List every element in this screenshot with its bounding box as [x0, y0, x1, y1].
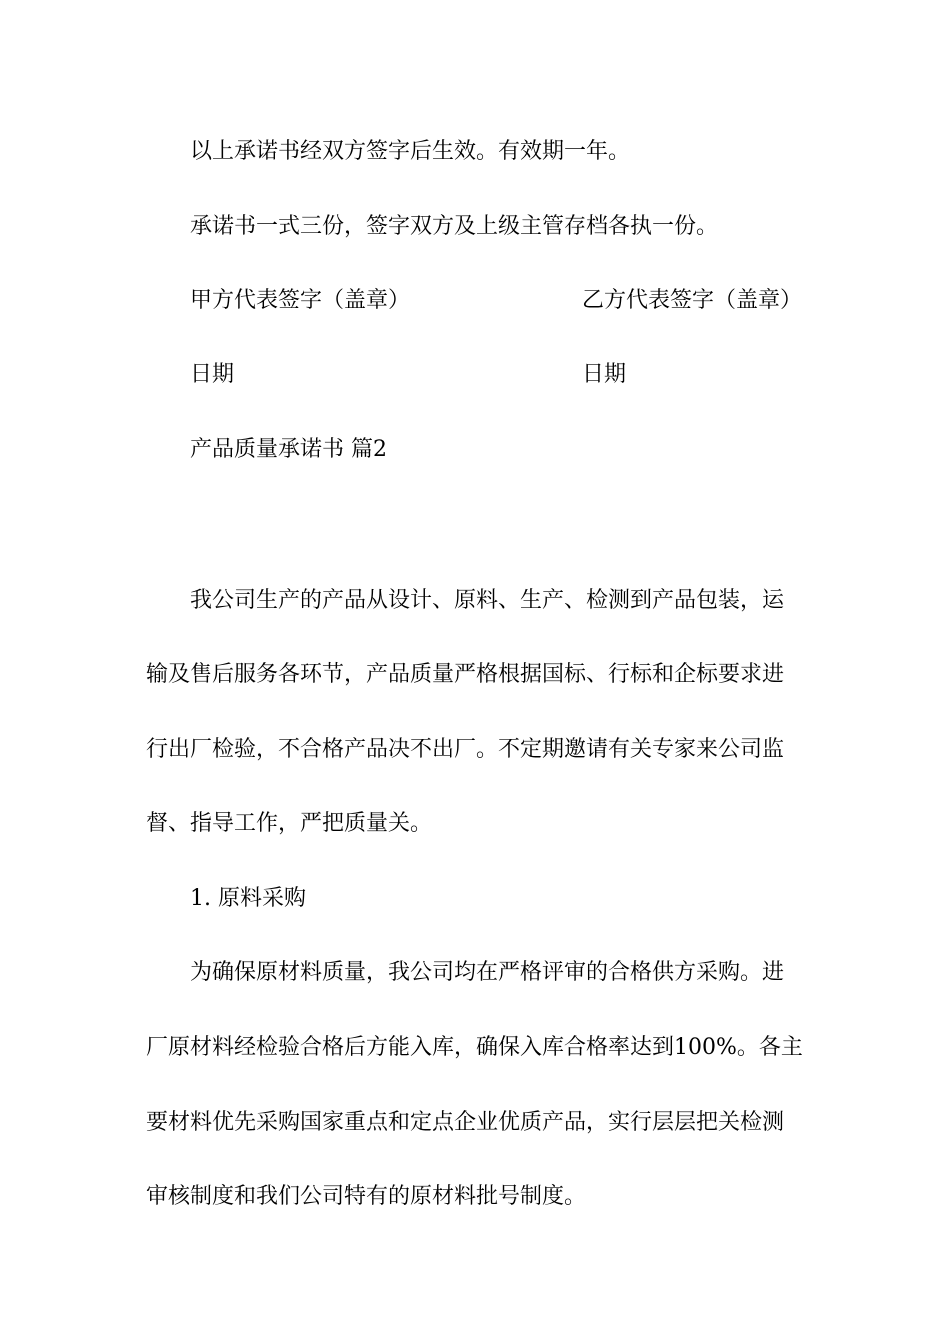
- intro-line: 输及售后服务各环节，产品质量严格根据国标、行标和企标要求进: [146, 662, 785, 687]
- party-a-date-label: 日期: [190, 362, 235, 387]
- copies-clause: 承诺书一式三份，签字双方及上级主管存档各执一份。: [190, 214, 719, 239]
- effective-clause: 以上承诺书经双方签字后生效。有效期一年。: [190, 139, 631, 164]
- item-body-line: 为确保原材料质量，我公司均在严格评审的合格供方采购。进: [190, 960, 785, 985]
- intro-line: 行出厂检验，不合格产品决不出厂。不定期邀请有关专家来公司监: [146, 737, 785, 762]
- item-body-line: 要材料优先采购国家重点和定点企业优质产品，实行层层把关检测: [146, 1110, 785, 1135]
- intro-line: 我公司生产的产品从设计、原料、生产、检测到产品包装，运: [190, 588, 785, 613]
- intro-line: 督、指导工作，严把质量关。: [146, 811, 433, 836]
- party-b-date-label: 日期: [582, 362, 627, 387]
- party-b-signature-label: 乙方代表签字（盖章）: [582, 288, 803, 313]
- section-heading: 产品质量承诺书 篇2: [190, 437, 387, 462]
- item-body-line: 厂原材料经检验合格后方能入库，确保入库合格率达到100%。各主: [146, 1035, 803, 1060]
- party-a-signature-label: 甲方代表签字（盖章）: [190, 288, 411, 313]
- item-title: 1. 原料采购: [190, 886, 306, 911]
- item-body-line: 审核制度和我们公司特有的原材料批号制度。: [146, 1184, 587, 1209]
